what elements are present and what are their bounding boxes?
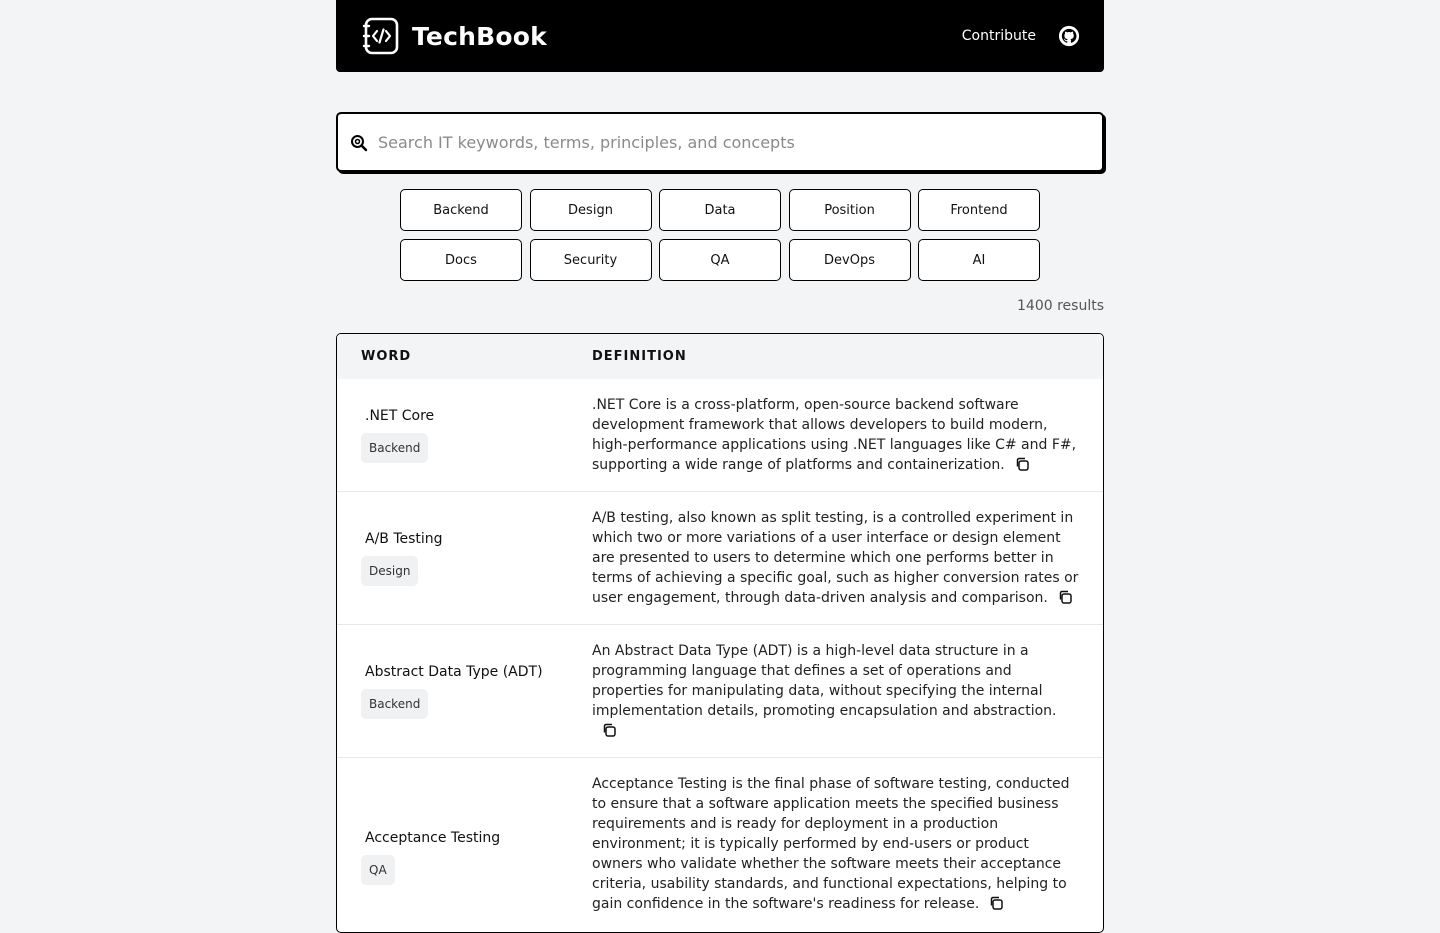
definition-text: An Abstract Data Type (ADT) is a high-level data structure in a programming language that defines a set of operations and properties for manipulating data, without specifying the internal implementation details, promoting encapsulation and abstraction. <box>592 643 1057 719</box>
category-button-ai[interactable]: AI <box>918 239 1040 281</box>
search-icon <box>350 134 368 152</box>
category-tag[interactable]: Backend <box>361 689 428 719</box>
category-button-qa[interactable]: QA <box>659 239 781 281</box>
category-button-position[interactable]: Position <box>789 189 911 231</box>
word-cell <box>337 758 592 933</box>
column-header-definition: DEFINITION <box>592 349 687 364</box>
contribute-link[interactable]: Contribute <box>961 28 1036 44</box>
copy-icon[interactable] <box>1014 456 1030 472</box>
word-cell <box>337 379 592 491</box>
table-row <box>337 625 1103 758</box>
top-header <box>336 0 1104 72</box>
table-row <box>337 492 1103 625</box>
definition-cell <box>592 379 1092 491</box>
category-button-security[interactable]: Security <box>530 239 652 281</box>
definition-cell <box>592 492 1092 624</box>
term-word[interactable]: .NET Core <box>365 407 435 424</box>
word-cell <box>337 492 592 624</box>
term-word[interactable]: Acceptance Testing <box>365 830 501 846</box>
copy-icon[interactable] <box>988 895 1004 911</box>
category-button-devops[interactable]: DevOps <box>789 239 911 281</box>
category-button-backend[interactable]: Backend <box>400 189 522 231</box>
definition-text: Acceptance Testing is the final phase of software testing, conducted to ensure that a software application meets the specified business requirements and is ready for deployment in a production environment; it is typically performed by end-users or product owners who validate whether the software meets their acceptance criteria, usability standards, and functional expectations, helping to gain confidence in the software's readiness for release. <box>592 776 1070 912</box>
definition-cell <box>592 625 1092 757</box>
column-header-word: WORD <box>361 349 412 364</box>
table-row <box>337 758 1103 933</box>
term-word[interactable]: A/B Testing <box>365 530 443 547</box>
definition-cell <box>592 758 1092 933</box>
definition-text: A/B testing, also known as split testing, is a controlled experiment in which two or more variations of a user interface or design element are presented to users to determine which one performs better in terms of achieving a specific goal, such as higher conversion rates or user engagement, through data-driven analysis and comparison. <box>592 510 1079 606</box>
search-bar[interactable] <box>336 112 1104 172</box>
category-button-frontend[interactable]: Frontend <box>918 189 1040 231</box>
category-tag[interactable]: Design <box>361 556 418 586</box>
github-icon[interactable] <box>1058 25 1080 47</box>
term-word[interactable]: Abstract Data Type (ADT) <box>365 663 543 680</box>
category-button-data[interactable]: Data <box>659 189 781 231</box>
search-input[interactable] <box>378 122 1078 162</box>
code-book-logo-icon[interactable] <box>362 17 400 55</box>
category-tag[interactable]: QA <box>361 855 395 885</box>
category-tag[interactable]: Backend <box>361 433 428 463</box>
copy-icon[interactable] <box>601 722 617 738</box>
table-row <box>337 379 1103 492</box>
terms-table <box>336 333 1104 933</box>
brand-title[interactable]: TechBook <box>412 21 547 51</box>
category-button-design[interactable]: Design <box>530 189 652 231</box>
results-count: 1400 results <box>1017 298 1104 314</box>
definition-text: .NET Core is a cross-platform, open-source backend software development framework that allows developers to build modern, high-performance applications using .NET languages like C# and F#, supporting a wide range of platforms and containerization. <box>592 397 1077 473</box>
table-header <box>337 334 1103 379</box>
word-cell <box>337 625 592 757</box>
copy-icon[interactable] <box>1057 589 1073 605</box>
category-button-docs[interactable]: Docs <box>400 239 522 281</box>
category-filter-grid <box>400 189 1040 281</box>
